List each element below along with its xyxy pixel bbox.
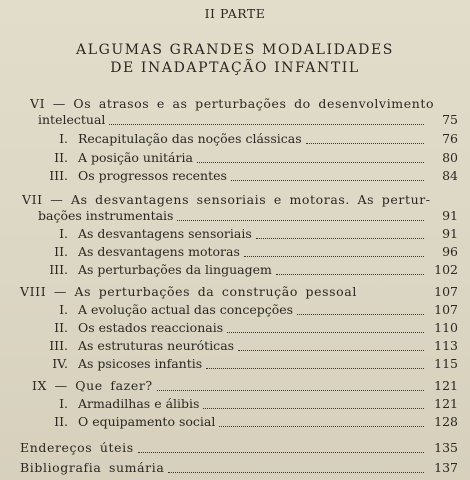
toc-item <box>40 226 458 245</box>
toc-item <box>40 414 458 433</box>
page-number: 102 <box>434 262 458 277</box>
page-number: 75 <box>442 112 458 127</box>
item-number: I. <box>59 226 68 241</box>
toc-item <box>40 150 458 169</box>
leader-dots <box>138 452 424 453</box>
chapter-vii-heading: VII — As desvantagens sensoriais e motoras. As pertur- <box>22 192 431 207</box>
leader-dots <box>197 162 424 163</box>
chapter-viii-heading: VIII — As perturbações da construção pessoal <box>20 284 357 299</box>
toc-item <box>40 396 458 415</box>
item-number: II. <box>54 414 68 429</box>
chapter-vii-heading-cont: bações instrumentais <box>38 208 174 223</box>
chapter-vi-heading: VI — Os atrasos e as perturbações do desenvolvimento <box>30 96 435 111</box>
appendix-entry <box>20 440 458 459</box>
item-label: As perturbações da linguagem <box>78 262 272 277</box>
leader-dots <box>168 472 424 473</box>
leader-dots <box>157 390 424 391</box>
page-number: 121 <box>434 378 458 393</box>
page-number: 115 <box>434 356 458 371</box>
item-number: II. <box>54 320 68 335</box>
item-label: As estruturas neuróticas <box>78 338 235 353</box>
toc-item <box>40 338 458 357</box>
item-label: A evolução actual das concepções <box>78 302 294 317</box>
item-number: II. <box>54 244 68 259</box>
toc-item <box>40 244 458 263</box>
item-number: IV. <box>52 356 68 371</box>
leader-dots <box>306 143 424 144</box>
toc-item <box>40 168 458 187</box>
toc-item <box>40 262 458 281</box>
item-label: A posição unitária <box>78 150 193 165</box>
page-number: 137 <box>434 460 458 475</box>
chapter-vi-heading-cont: intelectual <box>38 112 106 127</box>
item-number: III. <box>49 168 68 183</box>
item-number: III. <box>49 338 68 353</box>
item-number: II. <box>54 150 68 165</box>
chapter-ix-entry <box>32 378 458 397</box>
item-number: I. <box>59 131 68 146</box>
item-label: O equipamento social <box>78 414 216 429</box>
chapter-viii-entry <box>20 284 458 303</box>
item-label: As psicoses infantis <box>78 356 203 371</box>
page-number: 135 <box>434 440 458 455</box>
appendix-label: Endereços úteis <box>20 440 134 455</box>
leader-dots <box>297 314 424 315</box>
chapter-vi-entry <box>38 112 458 131</box>
leader-dots <box>231 180 424 181</box>
appendix-entry <box>20 460 458 479</box>
page-number: 76 <box>442 131 458 146</box>
leader-dots <box>219 426 424 427</box>
page-number: 80 <box>442 150 458 165</box>
item-number: III. <box>49 262 68 277</box>
leader-dots <box>109 124 424 125</box>
item-label: Os progressos recentes <box>78 168 227 183</box>
leader-dots <box>276 274 424 275</box>
leader-dots <box>244 256 424 257</box>
toc-item <box>40 302 458 321</box>
appendix-label: Bibliografia sumária <box>20 460 165 475</box>
leader-space <box>361 296 424 297</box>
page-number: 113 <box>434 338 458 353</box>
leader-dots <box>227 332 424 333</box>
toc-item <box>40 131 458 150</box>
page-number: 110 <box>434 320 458 335</box>
item-label: Os estados reaccionais <box>78 320 224 335</box>
page-number: 107 <box>434 302 458 317</box>
leader-dots <box>177 220 424 221</box>
section-title-line2: DE INADAPTAÇÃO INFANTIL <box>110 60 360 76</box>
page-number: 91 <box>442 208 458 223</box>
page-number: 121 <box>434 396 458 411</box>
item-label: As desvantagens sensoriais <box>78 226 252 241</box>
page-number: 84 <box>442 168 458 183</box>
item-label: As desvantagens motoras <box>78 244 240 259</box>
part-heading: II PARTE <box>204 6 266 21</box>
page-number: 91 <box>442 226 458 241</box>
toc-item <box>40 320 458 339</box>
leader-dots <box>203 408 424 409</box>
page-number: 96 <box>442 244 458 259</box>
item-number: I. <box>59 302 68 317</box>
item-label: Recapitulação das noções clássicas <box>78 131 302 146</box>
toc-item <box>40 356 458 375</box>
page-number: 128 <box>434 414 458 429</box>
chapter-vii-entry <box>38 208 458 227</box>
item-label: Armadilhas e álibis <box>78 396 200 411</box>
leader-dots <box>206 368 424 369</box>
chapter-ix-heading: IX — Que fazer? <box>32 378 153 393</box>
page-number: 107 <box>434 284 458 299</box>
leader-dots <box>256 238 424 239</box>
section-title-line1: ALGUMAS GRANDES MODALIDADES <box>76 42 394 58</box>
item-number: I. <box>59 396 68 411</box>
leader-dots <box>238 350 424 351</box>
